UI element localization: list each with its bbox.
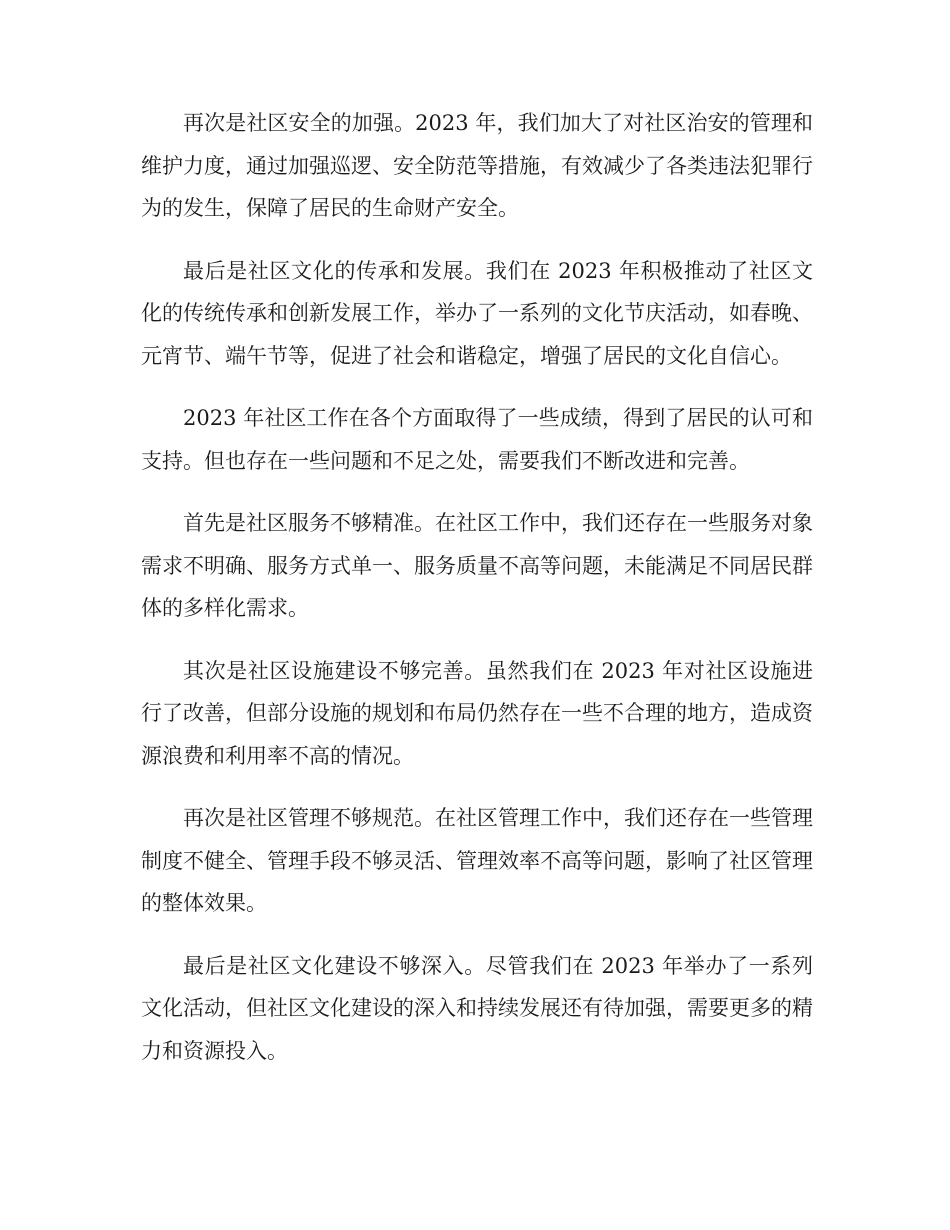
paragraph-service-issue: 首先是社区服务不够精准。在社区工作中，我们还存在一些服务对象需求不明确、服务方式单一、服务质量不高等问题，未能满足不同居民群体的多样化需求。 bbox=[141, 511, 813, 620]
document-page bbox=[141, 102, 813, 1092]
paragraph-culture-issue: 最后是社区文化建设不够深入。尽管我们在 2023 年举办了一系列文化活动，但社区文化建设的深入和持续发展还有待加强，需要更多的精力和资源投入。 bbox=[141, 953, 813, 1063]
paragraph-management-issue: 再次是社区管理不够规范。在社区管理工作中，我们还存在一些管理制度不健全、管理手段不够灵活、管理效率不高等问题，影响了社区管理的整体效果。 bbox=[141, 806, 813, 915]
paragraph-summary: 2023 年社区工作在各个方面取得了一些成绩，得到了居民的认可和支持。但也存在一些问题和不足之处，需要我们不断改进和完善。 bbox=[141, 406, 813, 473]
paragraph-community-safety: 再次是社区安全的加强。2023 年，我们加大了对社区治安的管理和维护力度，通过加强巡逻、安全防范等措施，有效减少了各类违法犯罪行为的发生，保障了居民的生命财产安全。 bbox=[141, 111, 813, 220]
paragraph-community-culture: 最后是社区文化的传承和发展。我们在 2023 年积极推动了社区文化的传统传承和创新发展工作，举办了一系列的文化节庆活动，如春晚、元宵节、端午节等，促进了社会和谐稳定，增强了居民的文化自信心。 bbox=[141, 258, 813, 368]
paragraph-facility-issue: 其次是社区设施建设不够完善。虽然我们在 2023 年对社区设施进行了改善，但部分设施的规划和布局仍然存在一些不合理的地方，造成资源浪费和利用率不高的情况。 bbox=[141, 658, 813, 768]
